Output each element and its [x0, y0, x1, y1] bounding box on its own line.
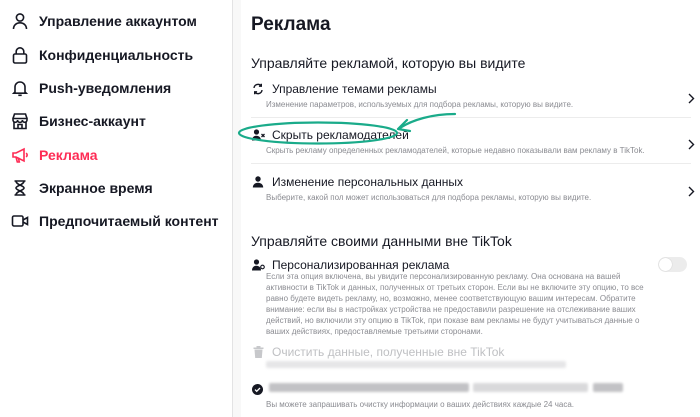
blurred-text [269, 383, 469, 392]
megaphone-icon [10, 145, 30, 165]
sidebar-item-content-preferences[interactable] [10, 208, 219, 234]
edit-personal-data-row[interactable] [251, 175, 693, 202]
sidebar-item-label: Управление аккаунтом [39, 13, 197, 29]
description-line: активности в TikTok и данных, полученных от третьих сторон. Если вы не включите эту опцию, то все [266, 283, 644, 292]
description-line: действий, но включили эту опцию в TikTok, при показе вам рекламы не будут учитываться данные о [266, 316, 640, 325]
check-circle-icon [252, 382, 263, 400]
clear-offsite-data-row[interactable] [251, 345, 693, 359]
description-line: ваших действиях, предоставляемые третьими сторонами. [266, 327, 483, 336]
sidebar-item-account[interactable] [10, 8, 197, 34]
row-description: Скрыть рекламу определенных рекламодателей, которые недавно показывали вам рекламу в TikTok. [266, 146, 645, 155]
row-divider [251, 163, 691, 164]
lock-icon [10, 45, 30, 65]
toggle-knob [659, 258, 672, 271]
person-block-icon [251, 128, 265, 142]
ads-settings-panel [241, 0, 700, 417]
chevron-right-icon [688, 137, 695, 155]
video-icon [10, 211, 30, 231]
sidebar-item-label: Push-уведомления [39, 80, 172, 96]
bell-icon [10, 78, 30, 98]
row-divider [251, 117, 691, 118]
sidebar-item-screen-time[interactable] [10, 175, 153, 201]
chevron-right-icon [688, 184, 695, 202]
row-description: Выберите, какой пол может использоваться для подбора рекламы, которую вы видите. [266, 193, 592, 202]
blurred-text [266, 361, 566, 368]
sidebar-item-label: Экранное время [39, 180, 153, 196]
description-line: равно будете видеть рекламу, но, возможно, менее соответствующую вашим интересам. Обратите [266, 294, 636, 303]
manage-ad-topics-row[interactable] [251, 82, 693, 109]
row-title: Скрыть рекламодателей [272, 128, 409, 142]
trash-icon [251, 345, 265, 359]
row-title: Очистить данные, полученные вне TikTok [272, 345, 505, 359]
sidebar-item-push[interactable] [10, 75, 171, 101]
row-title: Персонализированная реклама [272, 258, 450, 272]
sidebar-item-business[interactable] [10, 108, 146, 134]
blurred-text [593, 383, 623, 392]
blurred-text [473, 383, 588, 392]
chevron-right-icon [688, 91, 695, 109]
content-gutter [233, 0, 241, 417]
sidebar-item-privacy[interactable] [10, 42, 193, 68]
person-icon [10, 11, 30, 31]
personalized-ads-row [251, 258, 651, 272]
shop-icon [10, 111, 30, 131]
person-icon [251, 175, 265, 189]
history-note: Вы можете запрашивать очистку информации о ваших действиях каждые 24 часа. [266, 400, 575, 409]
settings-sidebar [0, 0, 232, 417]
personalized-ads-description [266, 271, 651, 337]
hide-advertisers-row[interactable] [251, 128, 693, 155]
description-line: внимание: если вы в настройках устройства не предоставили разрешение на отслеживание ваших [266, 305, 636, 314]
section-title-manage-ads: Управляйте рекламой, которую вы видите [251, 55, 526, 71]
row-description: Изменение параметров, используемых для подбора рекламы, которую вы видите. [266, 100, 574, 109]
personalized-ads-toggle[interactable] [658, 257, 687, 272]
hourglass-icon [10, 178, 30, 198]
section-title-offsite-data: Управляйте своими данными вне TikTok [251, 233, 512, 249]
page-title: Реклама [251, 14, 331, 35]
refresh-icon [251, 82, 265, 96]
row-title: Изменение персональных данных [272, 175, 464, 189]
sidebar-item-label: Предпочитаемый контент [39, 213, 219, 229]
sidebar-item-ads[interactable] [10, 142, 98, 168]
sidebar-item-label: Бизнес-аккаунт [39, 113, 146, 129]
description-line: Если эта опция включена, вы увидите персонализированную рекламу. Она основана на вашей [266, 272, 621, 281]
sidebar-item-label: Конфиденциальность [39, 47, 194, 63]
sidebar-item-label: Реклама [39, 147, 98, 163]
person-settings-icon [251, 258, 265, 272]
row-title: Управление темами рекламы [272, 82, 437, 96]
